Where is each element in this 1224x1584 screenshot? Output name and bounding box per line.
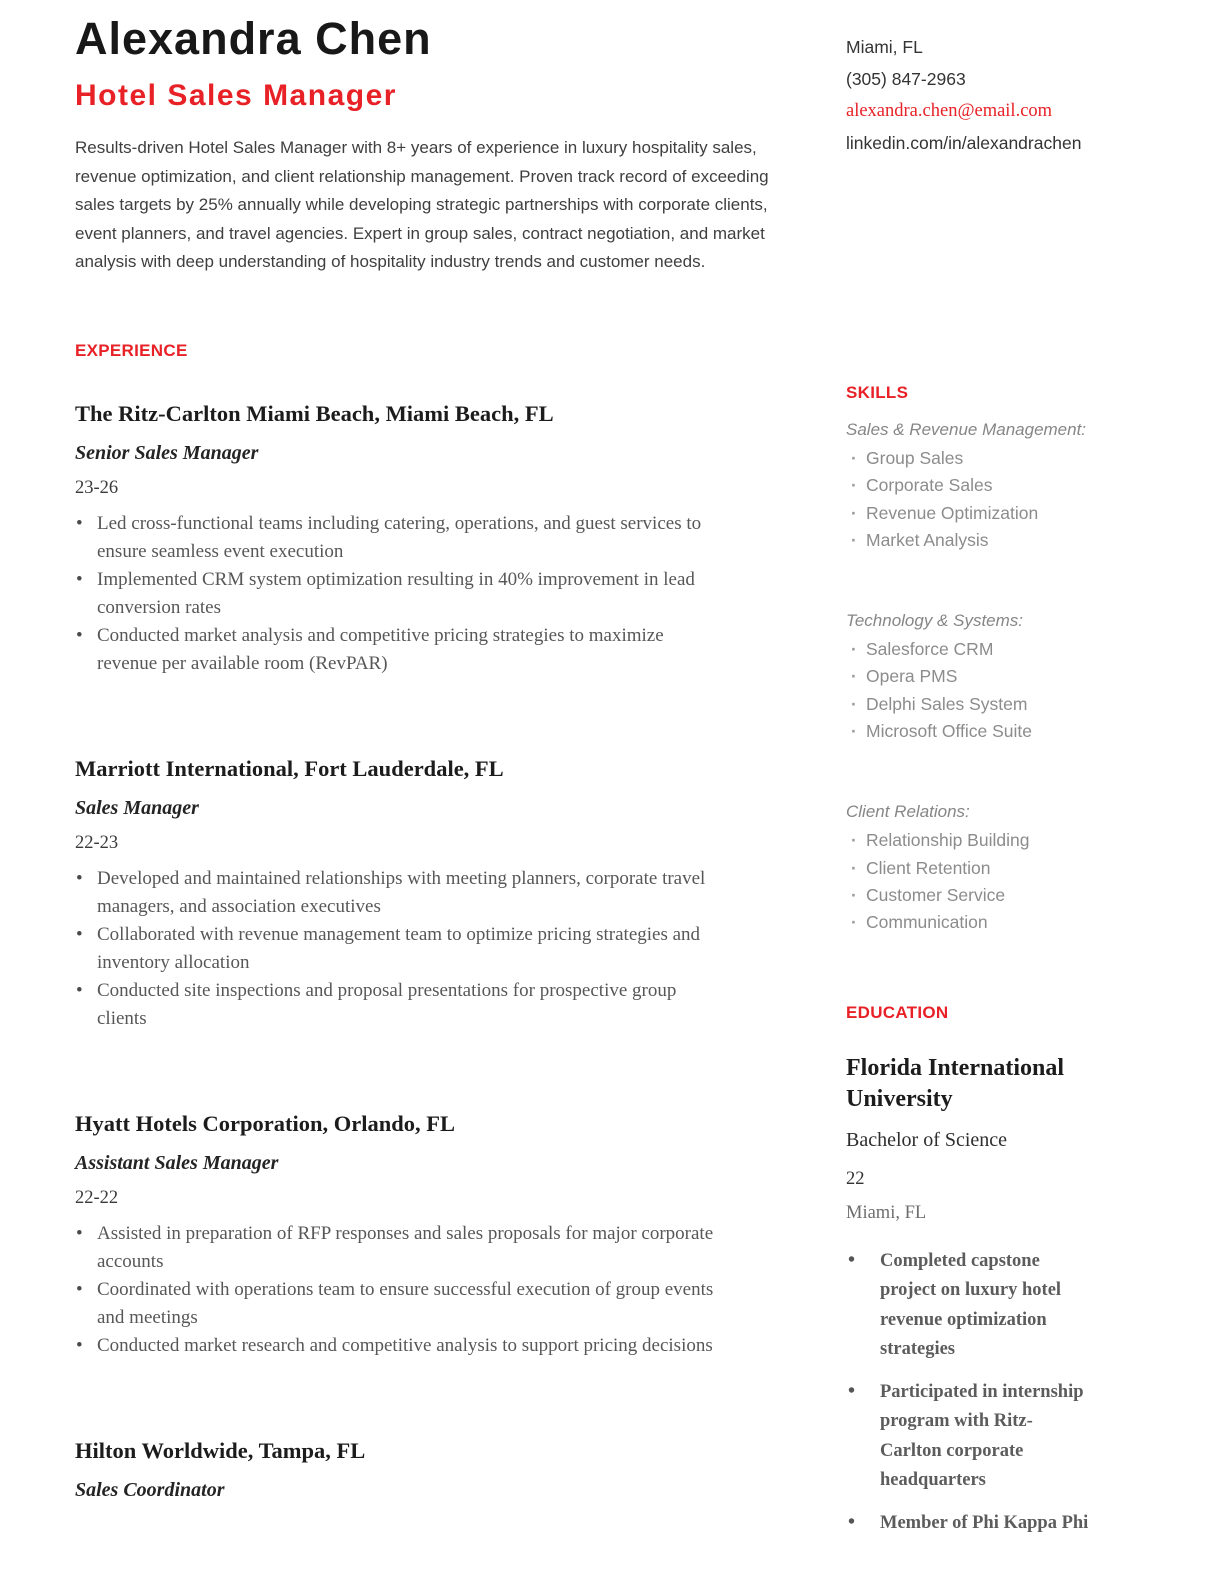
education-bullet xyxy=(846,1247,1096,1365)
job-title: Sales Coordinator xyxy=(75,1478,225,1501)
job-bullet: • Developed and maintained relationships with meeting planners, corporate travel managers, and association executives xyxy=(75,865,720,921)
skill-item: · Customer Service xyxy=(846,882,1148,909)
skill-category: Sales & Revenue Management: xyxy=(846,420,1087,439)
job-entry-hyatt xyxy=(75,1109,787,1360)
candidate-job-title: Hotel Sales Manager xyxy=(75,79,397,113)
job-bullet: • Conducted site inspections and proposal presentations for prospective group clients xyxy=(75,977,720,1033)
contact-block xyxy=(846,32,1148,159)
contact-email xyxy=(846,95,1148,128)
education-bullet-list xyxy=(846,1247,1148,1539)
job-bullet: • Implemented CRM system optimization resulting in 40% improvement in lead conversion rates xyxy=(75,566,720,622)
education-heading: EDUCATION xyxy=(846,1002,949,1022)
skill-category: Technology & Systems: xyxy=(846,611,1024,631)
job-title: Assistant Sales Manager xyxy=(75,1151,279,1174)
skill-item: · Group Sales xyxy=(846,445,1148,472)
skill-item: · Market Analysis xyxy=(846,527,1148,554)
job-company: Marriott International, Fort Lauderdale, FL xyxy=(75,755,504,781)
contact-email-link[interactable]: alexandra.chen@email.com xyxy=(846,101,1053,121)
contact-linkedin-link[interactable]: linkedin.com/in/alexandrachen xyxy=(846,132,1082,153)
job-dates: 22-22 xyxy=(75,1187,119,1208)
job-dates: 23-26 xyxy=(75,477,119,498)
job-company: Hyatt Hotels Corporation, Orlando, FL xyxy=(75,1110,455,1136)
job-bullet: • Coordinated with operations team to ensure successful execution of group events and meetings xyxy=(75,1276,720,1332)
skill-group-client-relations xyxy=(846,799,1148,936)
skill-group-technology xyxy=(846,608,1148,745)
job-entry-hilton xyxy=(75,1436,787,1503)
skill-item: · Relationship Building xyxy=(846,827,1148,854)
skill-category: Client Relations: xyxy=(846,802,970,822)
skill-item: · Revenue Optimization xyxy=(846,500,1148,527)
job-company: Hilton Worldwide, Tampa, FL xyxy=(75,1437,366,1463)
job-company: The Ritz-Carlton Miami Beach, Miami Beach, FL xyxy=(75,400,554,426)
skill-list xyxy=(846,827,1148,936)
skill-item: · Salesforce CRM xyxy=(846,636,1148,663)
skill-list xyxy=(846,445,1148,554)
contact-location: Miami, FL xyxy=(846,37,923,57)
candidate-name: Alexandra Chen xyxy=(75,13,432,64)
education-bullet xyxy=(846,1378,1096,1496)
skill-item: · Communication xyxy=(846,909,1148,936)
job-entry-ritz-carlton xyxy=(75,399,787,678)
contact-linkedin xyxy=(846,128,1148,160)
professional-summary: Results-driven Hotel Sales Manager with 8+ years of experience in luxury hospitality sales, revenue optimization, and client relationship management. Proven track record of exceeding sales targets by 25% annually while developing strategic partnerships with corporate clients, event planners, and travel agencies. Expert in group sales, contract negotiation, and market analysis with deep understanding of hospitality industry trends and customer needs. xyxy=(75,138,769,272)
education-bullet xyxy=(846,1509,1096,1539)
education-bullet-text: Completed capstone project on luxury hotel revenue optimization strategies xyxy=(880,1250,1062,1360)
skill-list xyxy=(846,636,1148,745)
contact-phone: (305) 847-2963 xyxy=(846,68,966,89)
education-block xyxy=(846,1053,1148,1539)
education-location: Miami, FL xyxy=(846,1202,927,1223)
job-bullet: • Assisted in preparation of RFP responses and sales proposals for major corporate accounts xyxy=(75,1220,720,1276)
job-title: Senior Sales Manager xyxy=(75,441,259,464)
job-bullet: • Conducted market research and competitive analysis to support pricing decisions xyxy=(75,1332,720,1360)
job-title: Sales Manager xyxy=(75,796,199,819)
job-entry-marriott xyxy=(75,754,787,1033)
skill-group-sales xyxy=(846,417,1148,554)
job-bullet: • Conducted market analysis and competitive pricing strategies to maximize revenue per available room (RevPAR) xyxy=(75,622,720,678)
education-degree: Bachelor of Science xyxy=(846,1128,1008,1151)
skill-item: · Corporate Sales xyxy=(846,472,1148,499)
job-bullet: • Collaborated with revenue management team to optimize pricing strategies and inventory allocation xyxy=(75,921,720,977)
education-school: Florida International University xyxy=(846,1054,1065,1112)
education-bullet-text: Participated in internship program with Ritz-Carlton corporate headquarters xyxy=(880,1381,1084,1491)
job-bullet: • Led cross-functional teams including catering, operations, and guest services to ensure seamless event execution xyxy=(75,510,720,566)
job-bullet-list xyxy=(75,510,720,678)
sidebar-column xyxy=(846,0,1148,1538)
skills-heading: SKILLS xyxy=(846,383,909,402)
skill-item: · Client Retention xyxy=(846,855,1148,882)
experience-heading: EXPERIENCE xyxy=(75,340,188,360)
job-dates: 22-23 xyxy=(75,832,119,853)
main-column xyxy=(75,0,787,1503)
skill-item: · Delphi Sales System xyxy=(846,691,1148,718)
education-year: 22 xyxy=(846,1168,865,1189)
skill-item: · Microsoft Office Suite xyxy=(846,718,1148,745)
job-bullet-list xyxy=(75,865,720,1033)
job-bullet-list xyxy=(75,1220,720,1360)
education-bullet-text: Member of Phi Kappa Phi xyxy=(880,1512,1089,1533)
skill-item: · Opera PMS xyxy=(846,663,1148,690)
